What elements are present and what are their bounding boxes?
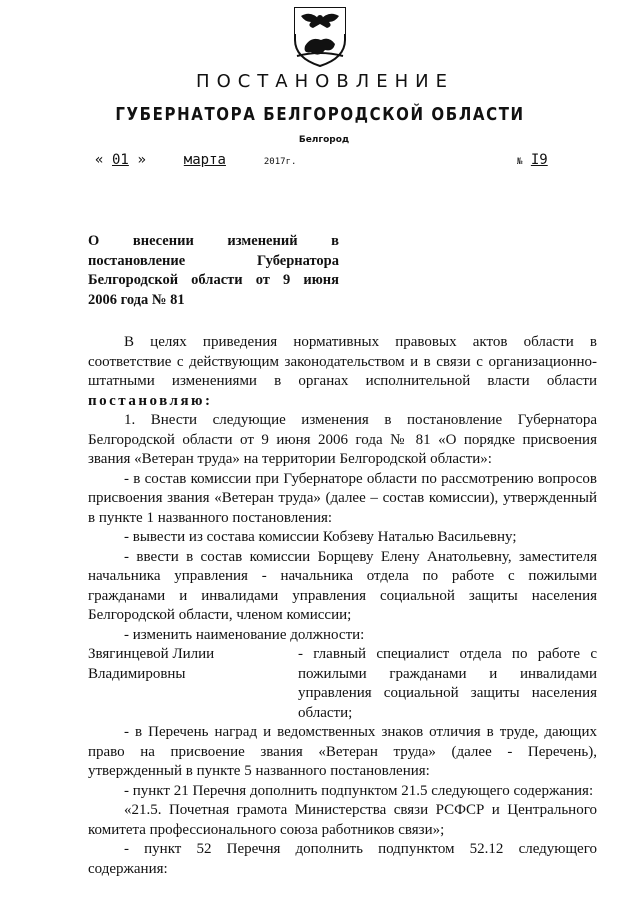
preamble-text: В целях приведения нормативных правовых актов области в соответствие с действующим законодательством и в связи с организационно-штатными изменениями в органах исполнительной власти области [88,334,597,389]
date-close-quote: » [137,152,146,168]
subject-line-3: Белгородской области от 9 июня [88,272,339,288]
position-member-name: Звягинцевой Лилии Владимировны [88,646,215,682]
clause-item-21: - пункт 21 Перечня дополнить подпунктом 21.5 следующего содержания: [124,782,594,799]
document-number [517,152,577,168]
clause-commission-composition: - в состав комиссии при Губернаторе области по рассмотрению вопросов присвоения звания «Ветеран труда» (далее – состав комиссии), утвержденный в пункте 1 названного постановления: [88,470,597,526]
date-year: 2017 [263,157,286,167]
decree-keyword-colon: : [205,392,211,409]
clause-item-52: - пункт 52 Перечня дополнить подпунктом 52.12 следующего содержания: [88,841,597,877]
clause-item-21-5: «21.5. Почетная грамота Министерства связи РСФСР и Центрального комитета профессионального союза работников связи»; [88,802,597,838]
coat-of-arms-icon [291,6,349,68]
date-day: 01 [112,152,129,168]
preamble-paragraph [88,333,597,411]
clause-remove-member: - вывести из состава комиссии Кобзеву Наталью Васильевну; [124,529,517,545]
city-label: Белгород [298,135,350,145]
number-label: № [517,157,523,167]
position-table [88,645,597,723]
document-subject [88,232,339,310]
date-open-quote: « [95,152,104,168]
document-date [95,152,296,168]
clause-add-member: - ввести в состав комиссии Борщеву Елену Анатольевну, заместителя начальника управления - начальника отдела по работе с пожилыми гражданами и инвалидами управления социальной защиты населения Белгородской области, членом комиссии; [88,548,597,623]
subject-line-4: 2006 года № 81 [88,291,185,308]
number-value: I9 [530,152,548,168]
position-member-role: - главный специалист отдела по работе с пожилыми гражданами и инвалидами управления социальной защиты населения области; [298,646,597,721]
decree-keyword: постановляю [88,392,206,409]
issuer-title: ГУБЕРНАТОРА БЕЛГОРОДСКОЙ ОБЛАСТИ [115,103,525,125]
subject-line-2: постановление Губернатора [88,252,339,269]
clause-1: 1. Внести следующие изменения в постановление Губернатора Белгородской области от 9 июня 2006 года № 81 «О порядке присвоения звания «Ветеран труда» на территории Белгородской области»: [88,412,597,467]
clause-awards-list: - в Перечень наград и ведомственных знаков отличия в труде, дающих право на присвоение звания «Ветеран труда» (далее - Перечень), утвержденный в пункте 5 названного постановления: [88,724,597,779]
subject-line-1: О внесении изменений в [88,233,339,249]
date-year-suffix: г. [285,157,297,167]
document-body [88,333,597,879]
date-month: марта [183,152,226,168]
document-type-title: ПОСТАНОВЛЕНИЕ [196,71,454,92]
clause-rename-position: - изменить наименование должности: [124,626,365,643]
